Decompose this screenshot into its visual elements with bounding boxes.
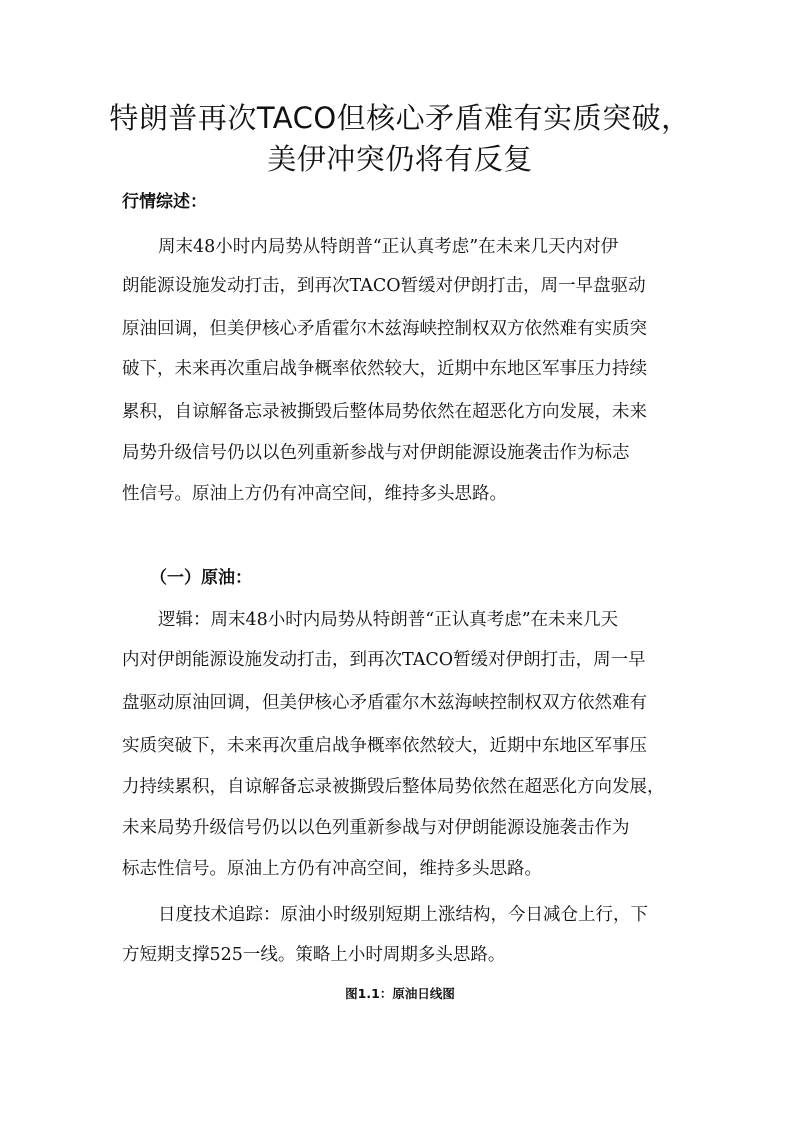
paragraph-line: 朗能源设施发动打击，到再次TACO暂缓对伊朗打击，周一早盘驱动 xyxy=(122,276,646,296)
paragraph-line: 破下，未来再次重启战争概率依然较大，近期中东地区军事压力持续 xyxy=(122,359,647,379)
paragraph-line: 实质突破下，未来再次重启战争概率依然较大，近期中东地区军事压 xyxy=(122,736,647,756)
document-title-line-2: 美伊冲突仍将有反复 xyxy=(267,142,533,176)
paragraph-line: 未来局势升级信号仍以以色列重新参战与对伊朗能源设施袭击作为 xyxy=(122,818,630,838)
paragraph-line: 盘驱动原油回调，但美伊核心矛盾霍尔木兹海峡控制权双方依然难有 xyxy=(122,693,647,713)
paragraph-line: 性信号。原油上方仍有冲高空间，维持多头思路。 xyxy=(122,484,507,504)
paragraph-line: 力持续累积，自谅解备忘录被撕毁后整体局势依然在超恶化方向发展， xyxy=(122,777,665,797)
paragraph-line: 累积，自谅解备忘录被撕毁后整体局势依然在超恶化方向发展，未来 xyxy=(122,402,647,422)
overview-heading: 行情综述： xyxy=(122,192,207,212)
paragraph-line: 逻辑：周末48小时内局势从特朗普“正认真考虑”在未来几天 xyxy=(158,610,619,630)
document-title-line-1: 特朗普再次TACO但核心矛盾难有实质突破， xyxy=(109,101,691,135)
paragraph-line: 周末48小时内局势从特朗普“正认真考虑”在未来几天内对伊 xyxy=(158,237,619,257)
paragraph-line: 局势升级信号仍以以色列重新参战与对伊朗能源设施袭击作为标志 xyxy=(122,443,630,463)
figure-caption: 图1.1：原油日线图 xyxy=(345,986,455,1001)
crude-oil-heading: （一）原油： xyxy=(150,568,252,588)
paragraph-line: 标志性信号。原油上方仍有冲高空间，维持多头思路。 xyxy=(122,859,542,879)
paragraph-line: 方短期支撑525一线。策略上小时周期多头思路。 xyxy=(122,945,506,965)
paragraph-line: 日度技术追踪：原油小时级别短期上涨结构，今日减仓上行，下 xyxy=(158,905,648,925)
paragraph-line: 原油回调，但美伊核心矛盾霍尔木兹海峡控制权双方依然难有实质突 xyxy=(122,319,647,339)
paragraph-line: 内对伊朗能源设施发动打击，到再次TACO暂缓对伊朗打击，周一早 xyxy=(122,650,646,670)
